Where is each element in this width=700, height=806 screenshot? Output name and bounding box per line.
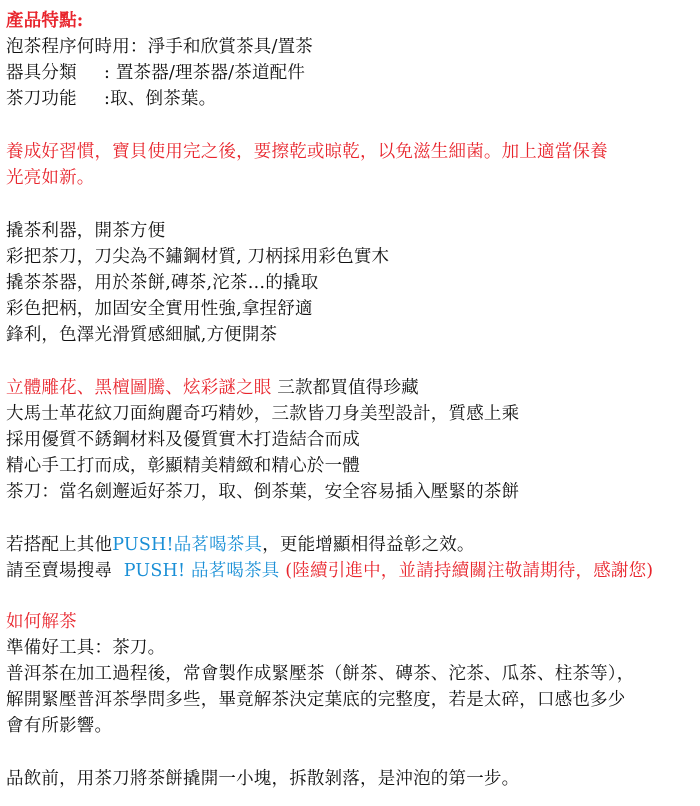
howto-section xyxy=(6,609,696,792)
howto-line: 解開緊壓普洱茶學問多些，畢竟解茶決定葉底的完整度，若是太碎，口感也多少 xyxy=(6,690,626,710)
styles-line: 精心手工打而成，彰顯精美精緻和精心於一體 xyxy=(6,456,360,476)
howto-heading: 如何解茶 xyxy=(6,612,77,632)
care-line: 養成好習慣，寶貝使用完之後，要擦乾或晾乾，以免滋生細菌。加上適當保養 xyxy=(6,142,608,162)
tool-description xyxy=(6,218,696,348)
howto-line: 品飲前，用茶刀將茶餅撬開一小塊，拆散剝落，是沖泡的第一步。 xyxy=(6,769,520,789)
care-note xyxy=(6,139,696,191)
promo-text: ，更能增顯相得益彰之效。 xyxy=(262,535,475,555)
styles-section xyxy=(6,375,696,505)
product-description xyxy=(6,8,696,792)
feature-value: : 置茶器/理茶器/茶道配件 xyxy=(104,63,306,83)
tool-line: 彩把茶刀，刀尖為不鏽鋼材質, 刀柄採用彩色實木 xyxy=(6,247,390,267)
styles-line: 採用優質不銹鋼材料及優質實木打造結合而成 xyxy=(6,430,360,450)
styles-highlight: 立體雕花、黑檀圖騰、炫彩謎之眼 xyxy=(6,378,272,398)
howto-line: 普洱茶在加工過程後，常會製作成緊壓茶（餅茶、磚茶、沱茶、瓜茶、柱茶等）， xyxy=(6,664,635,684)
howto-line: 會有所影響。 xyxy=(6,716,113,736)
feature-value: ：淨手和欣賞茶具/置茶 xyxy=(129,37,314,57)
care-line: 光亮如新。 xyxy=(6,168,95,188)
feature-value: :取、倒茶葉。 xyxy=(104,89,217,109)
styles-title xyxy=(6,375,696,401)
features-heading: 產品特點: xyxy=(6,11,84,31)
tool-line: 彩色把柄，加固安全實用性強,拿捏舒適 xyxy=(6,299,313,319)
feature-row-category xyxy=(6,60,696,86)
feature-row-usage xyxy=(6,34,696,60)
tool-line: 鋒利，色澤光滑質感細膩,方便開茶 xyxy=(6,325,278,345)
features-list xyxy=(6,34,696,112)
feature-row-function xyxy=(6,86,696,112)
promo-notice: (陸續引進中，並請持續關注敬請期待，感謝您) xyxy=(279,561,654,581)
promo-line xyxy=(6,558,696,584)
promo-section xyxy=(6,532,696,584)
promo-text: 若搭配上其他 xyxy=(6,535,113,555)
promo-line xyxy=(6,532,696,558)
styles-tail: 三款都買值得珍藏 xyxy=(271,378,419,398)
promo-text: 請至賣場搜尋 xyxy=(6,561,124,581)
feature-label: 茶刀功能 xyxy=(6,89,77,109)
styles-line: 茶刀：當名劍邂逅好茶刀，取、倒茶葉，安全容易插入壓緊的茶餅 xyxy=(6,482,520,502)
feature-label: 器具分類 xyxy=(6,63,77,83)
feature-label: 泡茶程序何時用 xyxy=(6,37,130,57)
brand-link[interactable]: PUSH!品茗喝茶具 xyxy=(112,535,263,555)
brand-link[interactable]: PUSH! 品茗喝茶具 xyxy=(123,561,280,581)
tool-line: 撬茶利器，開茶方便 xyxy=(6,221,166,241)
howto-line: 準備好工具：茶刀。 xyxy=(6,638,166,658)
tool-line: 撬茶茶器，用於茶餅,磚茶,沱茶…的撬取 xyxy=(6,273,319,293)
styles-line: 大馬士革花紋刀面絢麗奇巧精妙，三款皆刀身美型設計，質感上乘 xyxy=(6,404,520,424)
